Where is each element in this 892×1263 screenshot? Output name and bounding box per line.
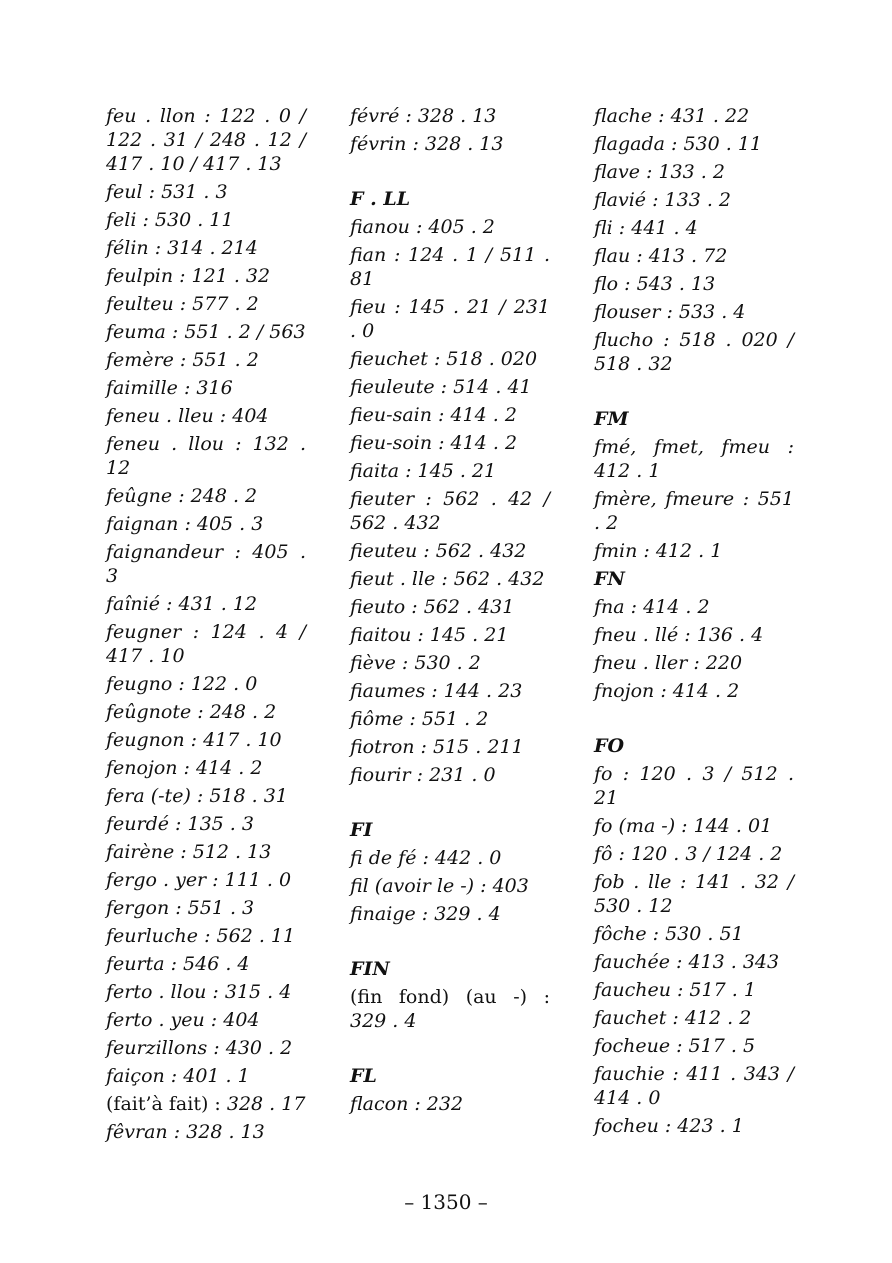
index-entry: feli : 530 . 11 bbox=[106, 209, 234, 231]
index-entry: fieuchet : 518 . 020 bbox=[350, 348, 538, 370]
index-entry: fiaumes : 144 . 23 bbox=[350, 680, 523, 702]
index-entry: femère : 551 . 2 bbox=[106, 349, 259, 371]
index-entry: fieuleute : 514 . 41 bbox=[350, 376, 532, 398]
section-heading: FO bbox=[594, 735, 625, 757]
section-gap bbox=[350, 1037, 550, 1064]
index-entry: faignandeur : 405 . 3 bbox=[106, 541, 306, 587]
index-entry: flavié : 133 . 2 bbox=[594, 189, 732, 211]
index-column-1 bbox=[106, 104, 306, 1148]
index-entry: fôche : 530 . 51 bbox=[594, 923, 744, 945]
index-entry: flache : 431 . 22 bbox=[594, 105, 750, 127]
index-entry: fieuto : 562 . 431 bbox=[350, 596, 515, 618]
index-entry: faignan : 405 . 3 bbox=[106, 513, 264, 535]
index-entry: feurta : 546 . 4 bbox=[106, 953, 250, 975]
index-entry: feneu . llou : 132 . 12 bbox=[106, 433, 306, 479]
index-entry: fiaitou : 145 . 21 bbox=[350, 624, 509, 646]
index-column-2 bbox=[350, 104, 550, 1120]
index-entry: fian : 124 . 1 / 511 . 81 bbox=[350, 244, 550, 290]
index-entry: flave : 133 . 2 bbox=[594, 161, 725, 183]
index-entry: fna : 414 . 2 bbox=[594, 596, 710, 618]
section-heading: F . LL bbox=[350, 188, 411, 210]
index-entry: fneu . ller : 220 bbox=[594, 652, 743, 674]
index-entry: fera (-te) : 518 . 31 bbox=[106, 785, 288, 807]
page-number: – 1350 – bbox=[404, 1190, 488, 1214]
index-entry: feûgne : 248 . 2 bbox=[106, 485, 258, 507]
index-entry: fieut . lle : 562 . 432 bbox=[350, 568, 545, 590]
index-entry: fauchée : 413 . 343 bbox=[594, 951, 780, 973]
section-gap bbox=[350, 160, 550, 187]
index-entry: fiôme : 551 . 2 bbox=[350, 708, 489, 730]
index-entry: feugner : 124 . 4 / 417 . 10 bbox=[106, 621, 306, 667]
index-entry: feugno : 122 . 0 bbox=[106, 673, 258, 695]
section-heading: FI bbox=[350, 819, 373, 841]
index-entry-reference: 328 . 17 bbox=[220, 1093, 306, 1115]
index-entry: fieu : 145 . 21 / 231 . 0 bbox=[350, 296, 550, 342]
index-entry: feuma : 551 . 2 / 563 bbox=[106, 321, 306, 343]
index-entry: fiaita : 145 . 21 bbox=[350, 460, 497, 482]
section-heading: FM bbox=[594, 408, 629, 430]
index-entry: fenojon : 414 . 2 bbox=[106, 757, 263, 779]
index-entry: flacon : 232 bbox=[350, 1093, 464, 1115]
section-gap bbox=[594, 380, 794, 407]
index-entry: fi de fé : 442 . 0 bbox=[350, 847, 502, 869]
index-entry: fairène : 512 . 13 bbox=[106, 841, 272, 863]
section-heading: FN bbox=[594, 568, 625, 590]
section-gap bbox=[594, 707, 794, 734]
index-entry bbox=[106, 1092, 306, 1116]
index-entry: fo (ma -) : 144 . 01 bbox=[594, 815, 773, 837]
index-entry: feurdé : 135 . 3 bbox=[106, 813, 254, 835]
section-gap bbox=[350, 930, 550, 957]
index-entry: fauchet : 412 . 2 bbox=[594, 1007, 752, 1029]
index-entry: flagada : 530 . 11 bbox=[594, 133, 763, 155]
index-entry: faucheu : 517 . 1 bbox=[594, 979, 756, 1001]
index-entry: ferto . yeu : 404 bbox=[106, 1009, 260, 1031]
index-entry: fmé, fmet, fmeu : 412 . 1 bbox=[594, 436, 794, 482]
index-entry: fieu-soin : 414 . 2 bbox=[350, 432, 518, 454]
index-entry: feu . llon : 122 . 0 / 122 . 31 / 248 . 12 / 417 . 10 / 417 . 13 bbox=[106, 105, 306, 175]
index-entry: fêvran : 328 . 13 bbox=[106, 1121, 265, 1143]
index-entry: fô : 120 . 3 / 124 . 2 bbox=[594, 843, 783, 865]
index-entry: fo : 120 . 3 / 512 . 21 bbox=[594, 763, 794, 809]
index-entry: fiève : 530 . 2 bbox=[350, 652, 481, 674]
section-heading: FL bbox=[350, 1065, 377, 1087]
index-entry: feurzillons : 430 . 2 bbox=[106, 1037, 293, 1059]
index-entry: fergon : 551 . 3 bbox=[106, 897, 255, 919]
index-entry: fergo . yer : 111 . 0 bbox=[106, 869, 292, 891]
index-entry: fmin : 412 . 1 bbox=[594, 540, 723, 562]
index-entry: finaige : 329 . 4 bbox=[350, 903, 501, 925]
index-entry: fneu . llé : 136 . 4 bbox=[594, 624, 764, 646]
index-entry: faînié : 431 . 12 bbox=[106, 593, 258, 615]
index-entry-term: (fin fond) (au -) : bbox=[350, 986, 550, 1008]
index-entry-term: (fait’à fait) : bbox=[106, 1093, 221, 1115]
index-entry: fob . lle : 141 . 32 / 530 . 12 bbox=[594, 871, 794, 917]
index-entry: focheu : 423 . 1 bbox=[594, 1115, 744, 1137]
index-entry: faimille : 316 bbox=[106, 377, 233, 399]
section-heading: FIN bbox=[350, 958, 390, 980]
index-entry: fianou : 405 . 2 bbox=[350, 216, 495, 238]
index-entry: fil (avoir le -) : 403 bbox=[350, 875, 529, 897]
index-entry: fiourir : 231 . 0 bbox=[350, 764, 496, 786]
index-entry: fnojon : 414 . 2 bbox=[594, 680, 740, 702]
index-entry: fli : 441 . 4 bbox=[594, 217, 698, 239]
index-entry: feulpin : 121 . 32 bbox=[106, 265, 271, 287]
index-entry: flouser : 533 . 4 bbox=[594, 301, 746, 323]
index-entry: focheue : 517 . 5 bbox=[594, 1035, 756, 1057]
index-entry-reference: 329 . 4 bbox=[350, 1010, 417, 1032]
index-entry: flo : 543 . 13 bbox=[594, 273, 716, 295]
index-entry: févrin : 328 . 13 bbox=[350, 133, 504, 155]
index-entry: fauchie : 411 . 343 / 414 . 0 bbox=[594, 1063, 794, 1109]
index-entry: félin : 314 . 214 bbox=[106, 237, 258, 259]
index-entry: fmère, fmeure : 551 . 2 bbox=[594, 488, 794, 534]
index-entry: feneu . lleu : 404 bbox=[106, 405, 269, 427]
index-entry: faiçon : 401 . 1 bbox=[106, 1065, 250, 1087]
index-entry: fiotron : 515 . 211 bbox=[350, 736, 524, 758]
index-entry: flau : 413 . 72 bbox=[594, 245, 728, 267]
index-entry: ferto . llou : 315 . 4 bbox=[106, 981, 292, 1003]
index-entry: feul : 531 . 3 bbox=[106, 181, 228, 203]
index-entry: févré : 328 . 13 bbox=[350, 105, 497, 127]
index-entry: fieuter : 562 . 42 / 562 . 432 bbox=[350, 488, 550, 534]
index-entry: feulteu : 577 . 2 bbox=[106, 293, 259, 315]
index-entry: flucho : 518 . 020 / 518 . 32 bbox=[594, 329, 794, 375]
index-column-3 bbox=[594, 104, 794, 1142]
index-entry bbox=[350, 985, 550, 1033]
index-entry: feugnon : 417 . 10 bbox=[106, 729, 282, 751]
index-entry: feurluche : 562 . 11 bbox=[106, 925, 296, 947]
index-entry: fieuteu : 562 . 432 bbox=[350, 540, 527, 562]
index-entry: feûgnote : 248 . 2 bbox=[106, 701, 277, 723]
index-entry: fieu-sain : 414 . 2 bbox=[350, 404, 517, 426]
section-gap bbox=[350, 791, 550, 818]
